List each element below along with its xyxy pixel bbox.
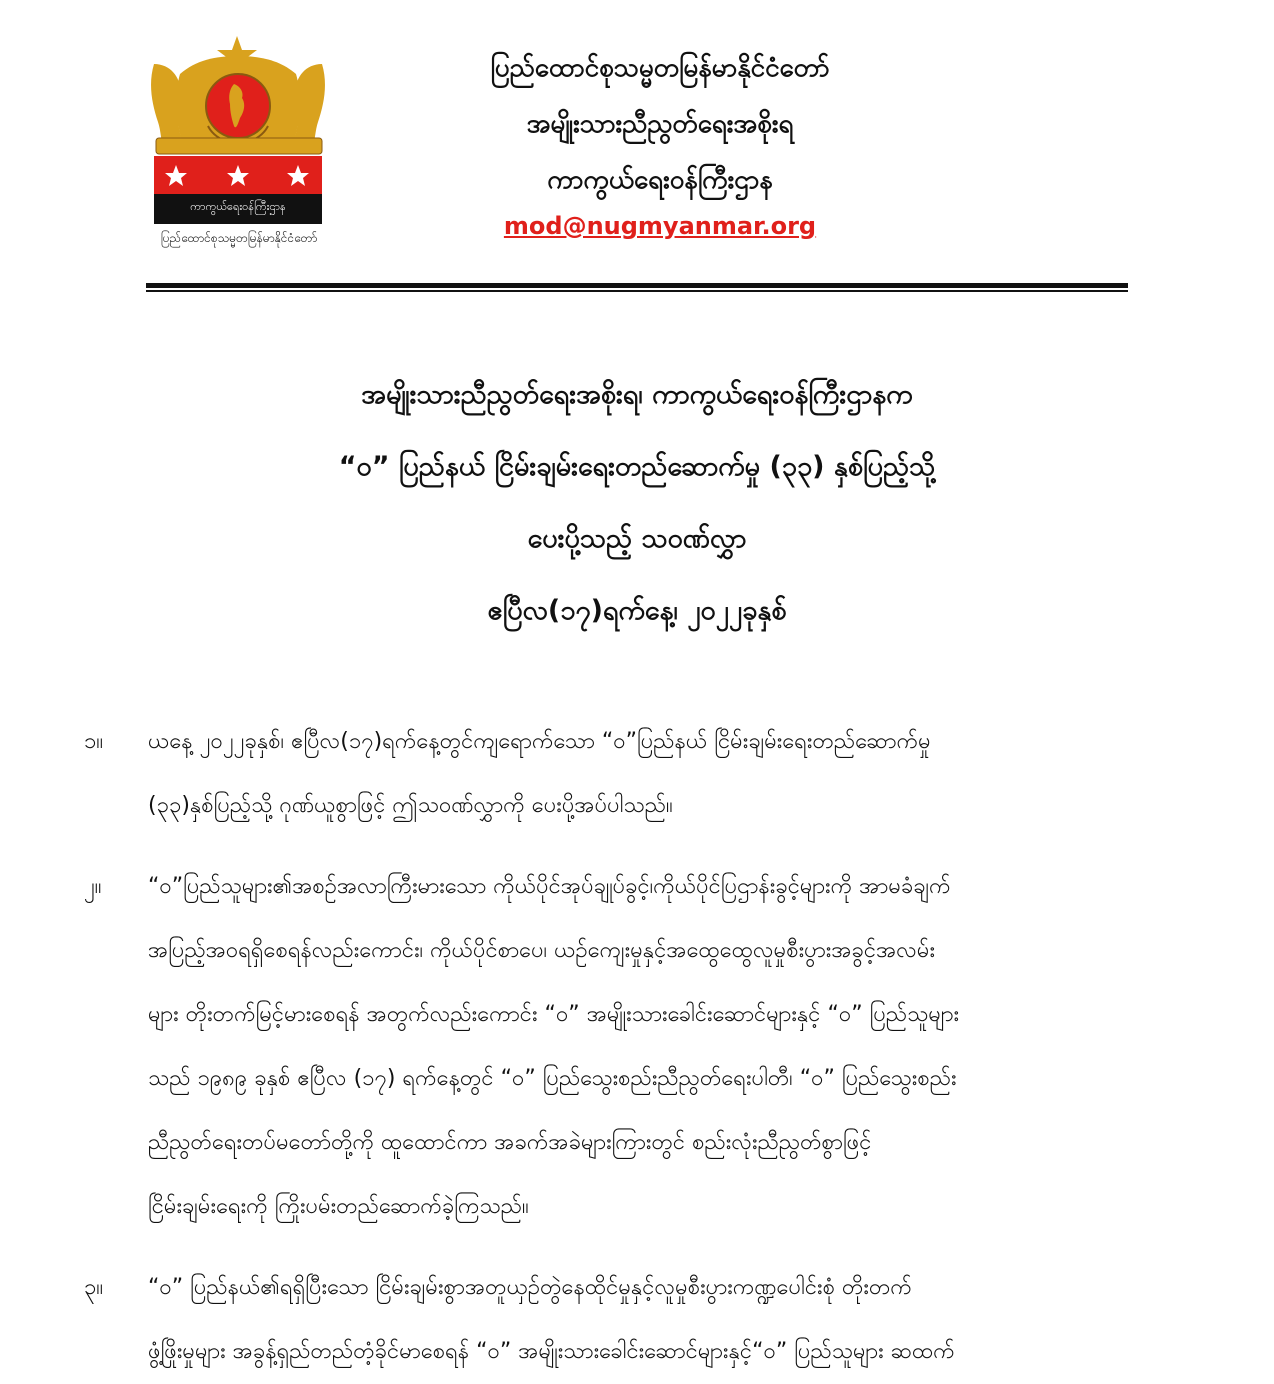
title-line-1: အမျိုးသားညီညွတ်ရေးအစိုးရ၊ ကာကွယ်ရေးဝန်ကြီးဌာနက bbox=[361, 379, 913, 410]
letterhead-ministry: ကာကွယ်ရေးဝန်ကြီးဌာန bbox=[547, 165, 773, 195]
letterhead bbox=[380, 40, 940, 246]
letterhead-government: အမျိုးသားညီညွတ်ရေးအစိုးရ bbox=[526, 109, 794, 139]
paragraph-line: ငြိမ်းချမ်းရေးကို ကြိုးပမ်းတည်ဆောက်ခဲ့ကြသည်။ bbox=[148, 1194, 529, 1219]
emblem-band-label: ကာကွယ်ရေးဝန်ကြီးဌာန bbox=[190, 200, 286, 213]
emblem-ribbon bbox=[156, 138, 322, 154]
paragraph-line: ညီညွတ်ရေးတပ်မတော်တို့ကို ထူထောင်ကာ အခက်အခဲများကြားတွင် စည်းလုံးညီညွတ်စွာဖြင့် bbox=[148, 1130, 872, 1155]
paragraph-number: ၁။ bbox=[84, 729, 104, 754]
title-line-3: ပေးပို့သည့် သဝဏ်လွှာ bbox=[527, 523, 747, 554]
paragraph-text bbox=[148, 710, 1124, 838]
ministry-emblem bbox=[146, 34, 332, 256]
paragraph-line: များ တိုးတက်မြင့်မားစေရန် အတွက်လည်းကောင်း “ဝ” အမျိုးသားခေါင်းဆောင်များနှင့် “ဝ” ပြည်သူများ bbox=[148, 1002, 960, 1027]
letterhead-email-link[interactable]: mod@nugmyanmar.org bbox=[503, 212, 817, 240]
paragraph-line: အပြည့်အဝရရှိစေရန်လည်းကောင်း၊ ကိုယ်ပိုင်စာပေ၊ ယဉ်ကျေးမှုနှင့်အထွေထွေလူမှုစီးပွားအခွင့်အလမ်း bbox=[148, 938, 936, 963]
header-divider bbox=[146, 283, 1128, 288]
paragraph-line: “ဝ”ပြည်သူများ၏အစဉ်အလာကြီးမားသော ကိုယ်ပိုင်အုပ်ချုပ်ခွင့်၊ကိုယ်ပိုင်ပြဌာန်းခွင့်များကို အာမခံချက် bbox=[148, 874, 951, 899]
paragraph-number: ၂။ bbox=[84, 874, 102, 899]
title-line-2: “ဝ” ပြည်နယ် ငြိမ်းချမ်းရေးတည်ဆောက်မှု (၃၃) နှစ်ပြည့်သို့ bbox=[338, 451, 936, 482]
paragraph-line: သည် ၁၉၈၉ ခုနှစ် ဧပြီလ (၁၇) ရက်နေ့တွင် “ဝ” ပြည်သွေးစည်းညီညွတ်ရေးပါတီ၊ “ဝ” ပြည်သွေးစည်း bbox=[148, 1066, 957, 1091]
emblem-caption: ပြည်ထောင်စုသမ္မတမြန်မာနိုင်ငံတော် bbox=[160, 231, 318, 245]
paragraph-number: ၃။ bbox=[84, 1275, 104, 1300]
paragraph-line: ဖွံ့ဖြိုးမှုများ အခွန့်ရှည်တည်တံ့ခိုင်မာစေရန် “ဝ” အမျိုးသားခေါင်းဆောင်များနှင့်“ဝ” ပြည်သူများ ဆထက် bbox=[148, 1339, 955, 1364]
document-title bbox=[140, 368, 1134, 656]
paragraph-text bbox=[148, 1256, 1124, 1384]
header-divider-thin bbox=[146, 290, 1128, 292]
paragraph-line: (၃၃)နှစ်ပြည့်သို့ ဂုဏ်ယူစွာဖြင့် ဤသဝဏ်လွှာကို ပေးပို့အပ်ပါသည်။ bbox=[148, 793, 673, 818]
letterhead-country: ပြည်ထောင်စုသမ္မတမြန်မာနိုင်ငံတော် bbox=[490, 53, 830, 83]
paragraph-text bbox=[148, 855, 1124, 1239]
paragraph-line: “ဝ” ပြည်နယ်၏ရရှိပြီးသော ငြိမ်းချမ်းစွာအတူယှဉ်တွဲနေထိုင်မှုနှင့်လူမှုစီးပွားကဏ္ဍပေါင်းစုံ တိုးတက် bbox=[148, 1275, 912, 1300]
title-date: ဧပြီလ(၁၇)ရက်နေ့၊ ၂၀၂၂ခုနှစ် bbox=[487, 595, 787, 626]
paragraph-line: ယနေ့ ၂၀၂၂ခုနှစ်၊ ဧပြီလ(၁၇)ရက်နေ့တွင်ကျရောက်သော “ဝ”ပြည်နယ် ငြိမ်းချမ်းရေးတည်ဆောက်မှု bbox=[148, 729, 931, 754]
